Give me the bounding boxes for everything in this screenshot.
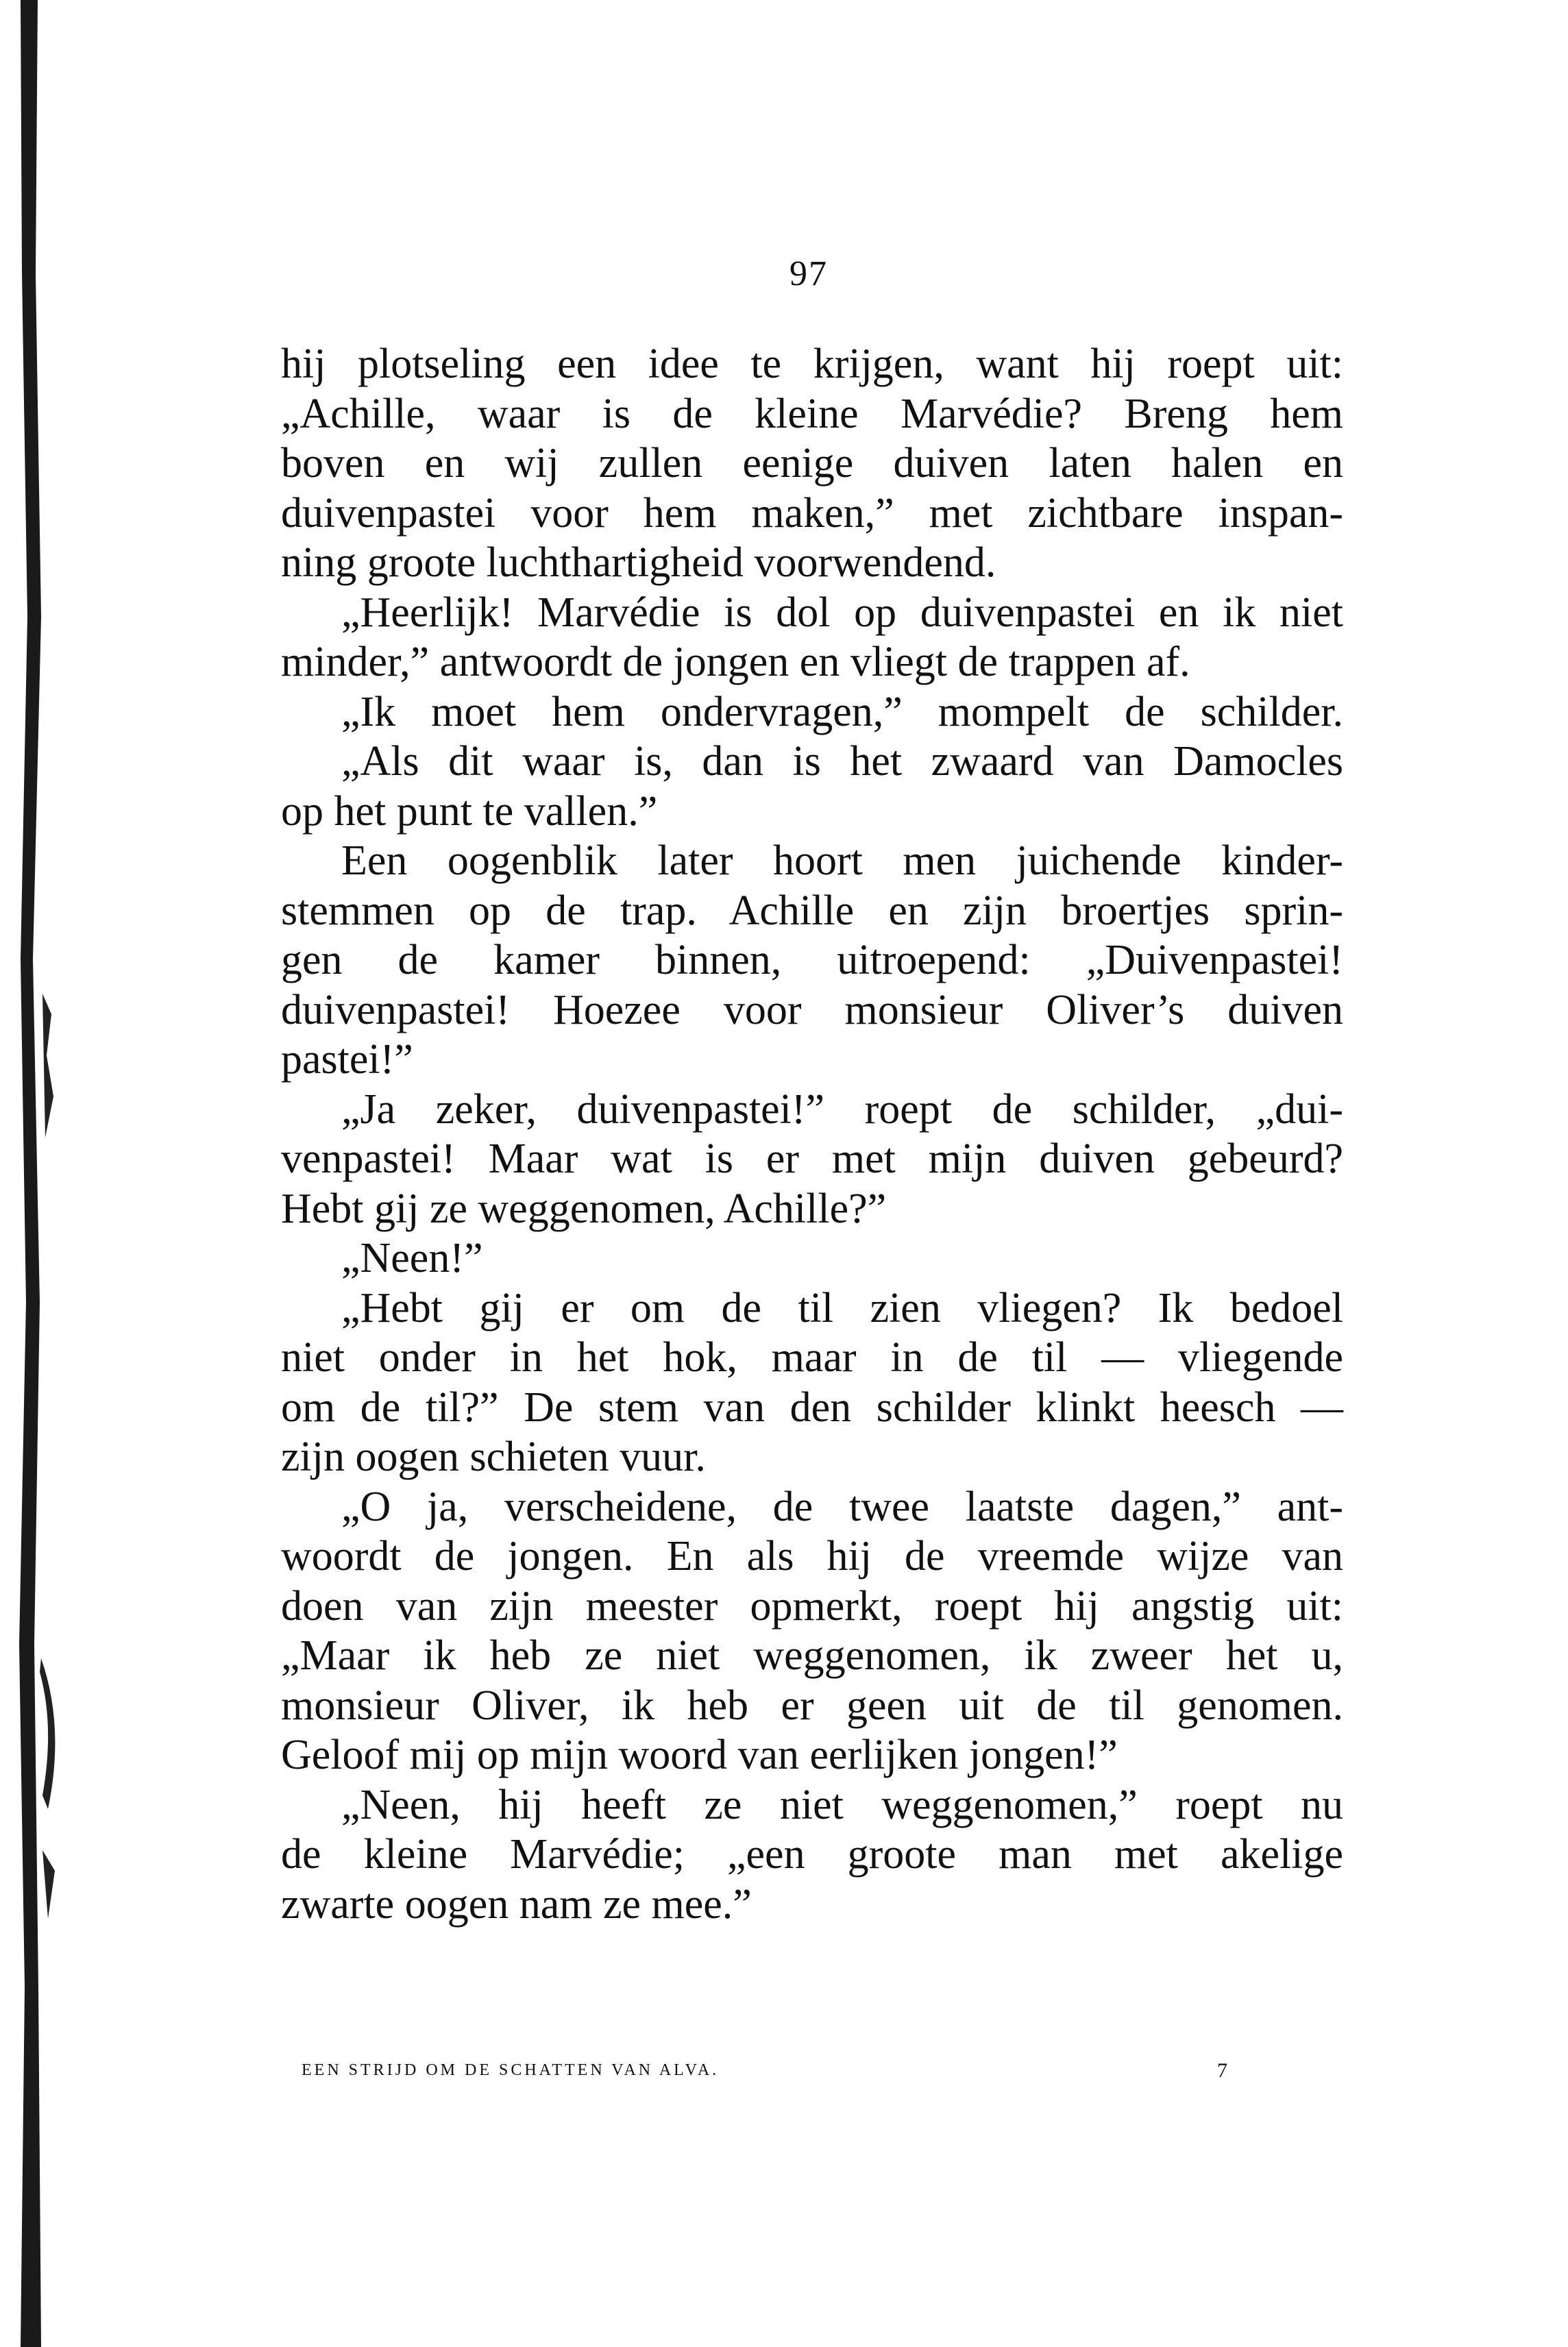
text-line: monsieur Oliver, ik heb er geen uit de til genomen. (281, 1682, 1343, 1729)
text-line: „Maar ik heb ze niet weggenomen, ik zweer het u, (281, 1632, 1343, 1679)
text-line: Een oogenblik later hoort men juichende kinder- (341, 837, 1343, 884)
text-line: pastei!” (281, 1036, 413, 1083)
text-line: gen de kamer binnen, uitroepend: „Duivenpastei! (281, 937, 1343, 983)
text-line: woordt de jongen. En als hij de vreemde wijze van (281, 1533, 1343, 1580)
text-line: doen van zijn meester opmerkt, roept hij angstig uit: (281, 1582, 1343, 1630)
text-line: venpastei! Maar wat is er met mijn duiven gebeurd? (281, 1135, 1343, 1182)
text-line: duivenpastei voor hem maken,” met zichtbare inspan- (281, 489, 1343, 537)
text-line: om de til?” De stem van den schilder klinkt heesch — (281, 1384, 1343, 1431)
text-line: „Neen!” (341, 1235, 483, 1281)
text-line: minder,” antwoordt de jongen en vliegt de trappen af. (281, 639, 1190, 685)
text-line: „Ik moet hem ondervragen,” mompelt de schilder. (341, 688, 1343, 735)
text-line: de kleine Marvédie; „een groote man met akelige (281, 1831, 1343, 1878)
text-line: „Hebt gij er om de til zien vliegen? Ik bedoel (341, 1284, 1343, 1331)
text-line: „Neen, hij heeft ze niet weggenomen,” roept nu (341, 1781, 1343, 1828)
text-line: „Als dit waar is, dan is het zwaard van Damocles (341, 738, 1343, 785)
text-line: stemmen op de trap. Achille en zijn broertjes sprin- (281, 887, 1343, 934)
body-text (281, 339, 1343, 1929)
text-line: op het punt te vallen.” (281, 787, 658, 835)
text-line: niet onder in het hok, maar in de til — vliegende (281, 1334, 1343, 1381)
page-number: 97 (789, 254, 828, 293)
text-line: Geloof mij op mijn woord van eerlijken jongen!” (281, 1732, 1118, 1778)
text-line: hij plotseling een idee te krijgen, want hij roept uit: (281, 341, 1343, 387)
text-line: Hebt gij ze weggenomen, Achille?” (281, 1185, 887, 1232)
text-line: zwarte oogen nam ze mee.” (281, 1880, 752, 1928)
signature-number: 7 (1217, 2059, 1227, 2082)
text-line: „Achille, waar is de kleine Marvédie? Breng hem (281, 390, 1343, 437)
text-line: „Heerlijk! Marvédie is dol op duivenpastei en ik niet (341, 589, 1343, 636)
text-line: boven en wij zullen eenige duiven laten halen en (281, 440, 1343, 487)
text-line: „O ja, verscheidene, de twee laatste dagen,” ant- (341, 1483, 1343, 1530)
text-line: duivenpastei! Hoezee voor monsieur Oliver’s duiven (281, 986, 1343, 1033)
text-line: zijn oogen schieten vuur. (281, 1434, 706, 1480)
text-line: „Ja zeker, duivenpastei!” roept de schilder, „dui- (341, 1085, 1343, 1133)
signature-title: EEN STRIJD OM DE SCHATTEN VAN ALVA. (302, 2061, 720, 2079)
binding-edge-shadow (0, 0, 69, 2347)
text-line: ning groote luchthartigheid voorwendend. (281, 539, 996, 586)
